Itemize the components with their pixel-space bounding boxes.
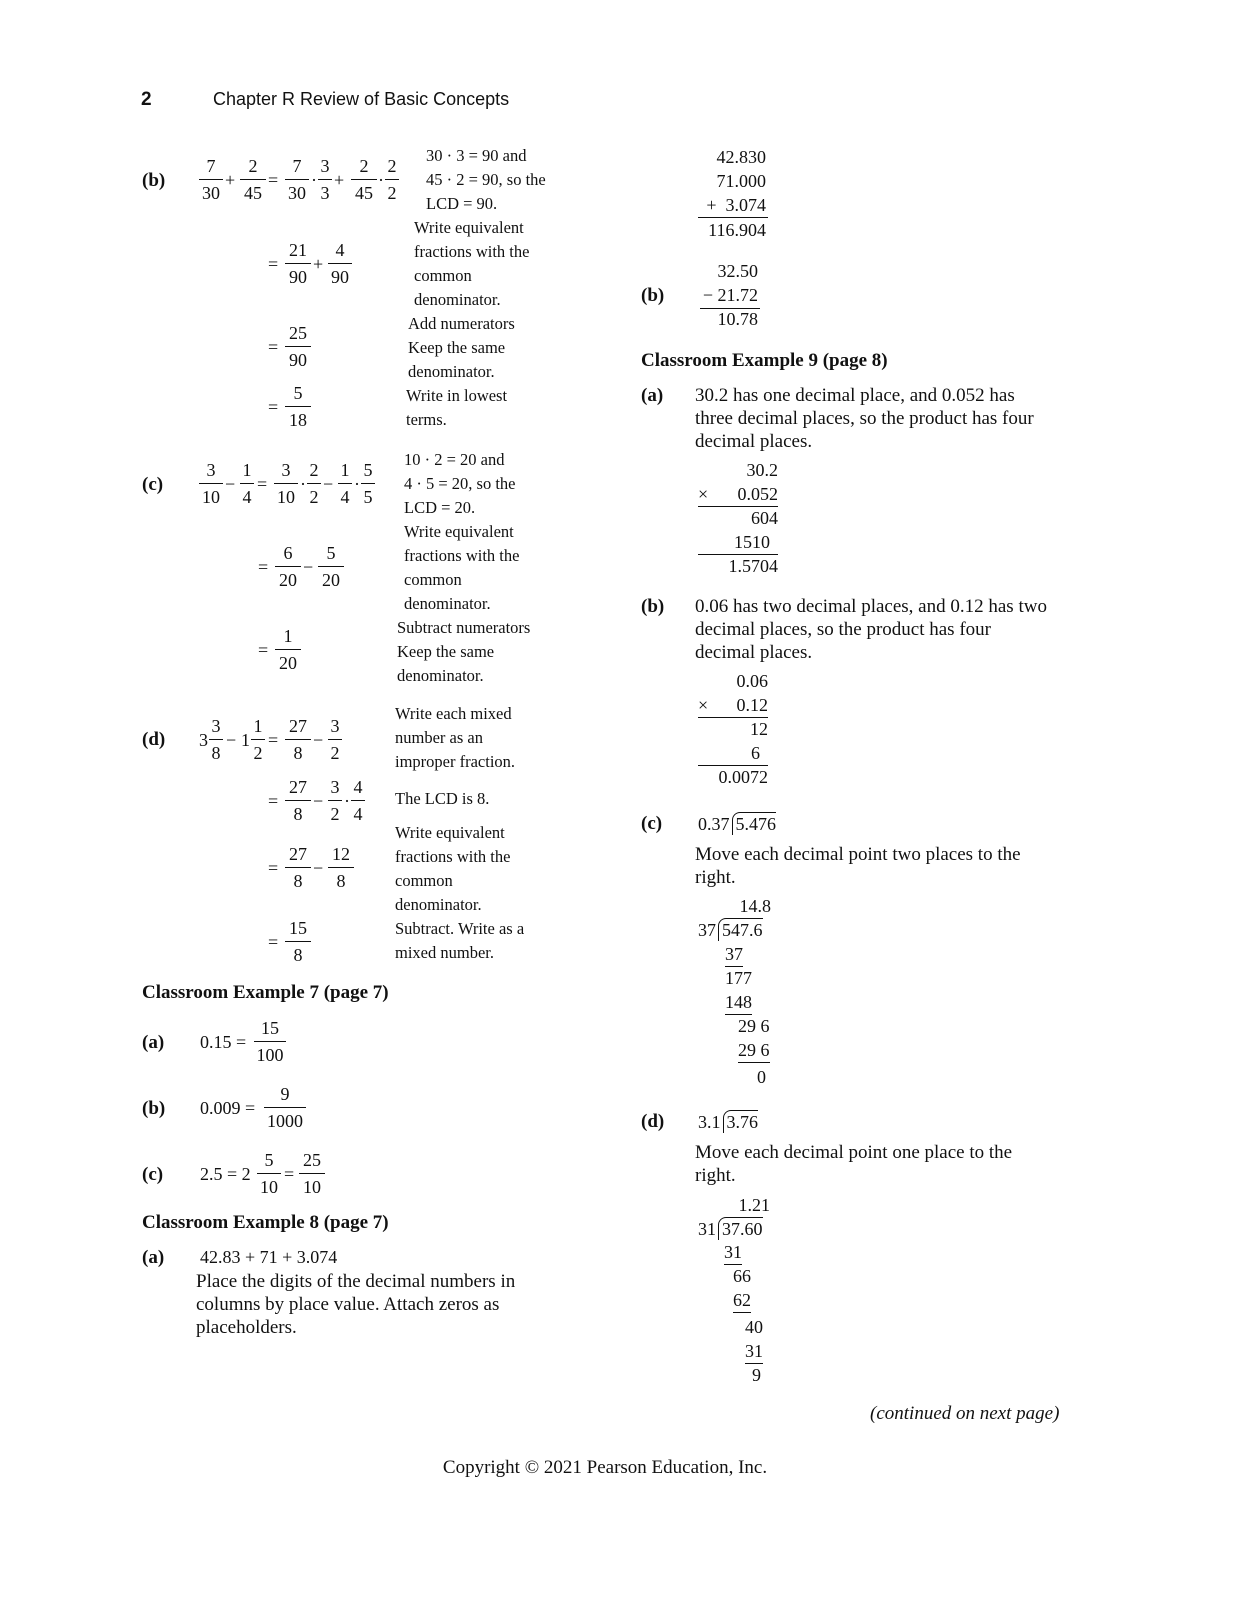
note: fractions with the	[395, 847, 511, 866]
diff-result: 10.78	[717, 309, 758, 329]
mult-row: 6	[751, 743, 760, 763]
division-step: 40	[745, 1317, 763, 1337]
division-step: 177	[725, 968, 752, 988]
division-step: 29 6	[738, 1038, 770, 1063]
note: common	[404, 570, 462, 589]
text-line: Move each decimal point one place to the	[695, 1142, 1013, 1163]
note: fractions with the	[414, 242, 530, 261]
text-line: 0.06 has two decimal places, and 0.12 has two	[695, 596, 1047, 617]
note: Write each mixed	[395, 704, 512, 723]
note: fractions with the	[404, 546, 520, 565]
text-line: 30.2 has one decimal place, and 0.052 has	[695, 385, 1015, 406]
text-line: right.	[695, 867, 736, 888]
expression: 0.009 =	[200, 1098, 256, 1118]
division-step: 37	[725, 942, 743, 967]
section-heading: Classroom Example 8 (page 7)	[142, 1212, 389, 1233]
mult-row: 0.06	[736, 671, 768, 691]
note: Keep the same	[408, 338, 506, 357]
division-step: 66	[733, 1266, 751, 1286]
note: mixed number.	[395, 943, 494, 962]
long-division: 3.1 3.76	[698, 1112, 758, 1132]
text-line: decimal places.	[695, 431, 813, 452]
sum-row: + 3.074	[706, 195, 766, 215]
page-number: 2	[141, 89, 152, 110]
times-sign: ×	[698, 484, 709, 504]
part-a-label: (a)	[142, 1032, 165, 1053]
division-step: 31	[724, 1240, 742, 1265]
note: 4 · 5 = 20, so the	[404, 474, 516, 493]
note: Write in lowest	[406, 386, 508, 405]
expression: 42.83 + 71 + 3.074	[200, 1247, 338, 1267]
note: denominator.	[404, 594, 491, 613]
note: Subtract. Write as a	[395, 919, 525, 938]
section-heading: Classroom Example 9 (page 8)	[641, 350, 888, 371]
note: LCD = 20.	[404, 498, 476, 517]
whole-number: 3	[199, 730, 208, 750]
mult-result: 0.0072	[718, 767, 768, 787]
part-b-label: (b)	[142, 170, 166, 191]
note: 45 · 2 = 90, so the	[426, 170, 546, 189]
note: common	[414, 266, 472, 285]
mult-row: 1510	[734, 532, 770, 552]
division-step: 9	[752, 1365, 761, 1385]
text-line: Move each decimal point two places to the	[695, 844, 1021, 865]
mult-result: 1.5704	[728, 556, 778, 576]
note: Write equivalent	[404, 522, 514, 541]
division-step: 31	[745, 1339, 763, 1364]
section-heading: Classroom Example 7 (page 7)	[142, 982, 389, 1003]
note: denominator.	[414, 290, 501, 309]
note: improper fraction.	[395, 752, 516, 771]
note: 10 · 2 = 20 and	[404, 450, 505, 469]
part-d-label: (d)	[641, 1111, 665, 1132]
mult-row: 604	[751, 508, 778, 528]
text-line: Place the digits of the decimal numbers in	[196, 1271, 516, 1292]
text-line: columns by place value. Attach zeros as	[196, 1294, 500, 1315]
part-b-label: (b)	[142, 1098, 166, 1119]
text-line: decimal places.	[695, 642, 813, 663]
diff-row: − 21.72	[702, 285, 758, 305]
text-line: right.	[695, 1165, 736, 1186]
part-b-label: (b)	[641, 285, 665, 306]
note: denominator.	[395, 895, 482, 914]
running-title: Chapter R Review of Basic Concepts	[213, 89, 510, 109]
mult-row: 12	[750, 719, 768, 739]
note: terms.	[406, 410, 447, 429]
part-c-label: (c)	[142, 1164, 164, 1185]
division-step: 0	[757, 1067, 766, 1087]
long-division: 31 37.60	[698, 1219, 763, 1239]
quotient: 1.21	[738, 1195, 770, 1215]
note: Write equivalent	[395, 823, 505, 842]
note: The LCD is 8.	[395, 789, 490, 808]
note: 30 · 3 = 90 and	[426, 146, 527, 165]
long-division: 0.37 5.476	[698, 814, 776, 834]
mult-row: 30.2	[746, 460, 778, 480]
part-c-label: (c)	[142, 474, 164, 495]
diff-row: 32.50	[717, 261, 758, 281]
division-step: 62	[733, 1288, 751, 1313]
sum-row: 42.830	[716, 147, 766, 167]
mult-row: 0.12	[736, 695, 768, 715]
part-d-label: (d)	[142, 729, 166, 750]
text-line: three decimal places, so the product has four	[695, 408, 1034, 429]
copyright: Copyright © 2021 Pearson Education, Inc.	[442, 1457, 768, 1478]
expression: 0.15 =	[200, 1032, 247, 1052]
part-c-label: (c)	[641, 813, 663, 834]
whole-number: 1	[241, 730, 250, 750]
note: common	[395, 871, 453, 890]
note: number as an	[395, 728, 483, 747]
sum-result: 116.904	[708, 220, 766, 240]
note: LCD = 90.	[426, 194, 498, 213]
note: Keep the same	[397, 642, 495, 661]
division-step: 148	[725, 990, 752, 1015]
part-b-label: (b)	[641, 596, 665, 617]
part-a-label: (a)	[641, 385, 664, 406]
expression: 2.5 = 2	[200, 1164, 251, 1184]
long-division: 37 547.6	[698, 920, 763, 940]
note: denominator.	[408, 362, 495, 381]
note: Write equivalent	[414, 218, 524, 237]
note: Add numerators	[408, 314, 515, 333]
times-sign: ×	[698, 695, 709, 715]
division-step: 29 6	[738, 1016, 770, 1036]
quotient: 14.8	[739, 896, 771, 916]
text-line: placeholders.	[196, 1317, 297, 1338]
page: 2 Chapter R Review of Basic Concepts (b) 7 30 + 2 45 = 7 30 · 3 3 + 2 45 · 2 2 = 21 90 + 4 90 = 25 90 = 5 18 30 · 3 = 90 and 45 · 2 = 90, so the LCD = 90. Write equivalent fractions with the common denominator. Add numerators Keep the same denominator. Write in lowest terms. (c) 3 10 − 1 4 = 3 10 · 2 2 − 1 4 · 5 5 = 6 20 − 5 20 = 1 20 10 · 2 = 20 and 4 · 5 = 20, so the LCD = 20. Write equivalent fractions with the common denominator. Subtract numerators Keep the same denominator. (d) 3 3 8 − 1 1 2 = 27 8 − 3 2 = 27 8 − 3 2 · 4 4 = 27 8 − 12 8 = 15 8 Write each mixed number as an improper fraction. The LCD is 8. Write equivalent fractions with the common denominator. Subtract. Write as a mixed number. Classroom Example 7 (page 7) (a) 0.15 = 15 100 (b) 0.009 = 9 1000 (c) 2.5 = 2 5 10 = 25 10 Classroom Example 8 (page 7) (a) 42.83 + 71 + 3.074 Place the digits of the decimal numbers in columns by place value. Attach zeros as placeholders. 42.830 71.000 + 3.074 116.904 (b) 32.50 − 21.72 10.78 Classroom Example 9 (page 8) (a) 30.2 has one decimal place, and 0.052 has three decimal places, so the product has four decimal places. 30.2 × 0.052 604 1510 1.5704 (b) 0.06 has two decimal places, and 0.12 has two decimal places, so the product has four decimal places. 0.06 × 0.12 12 6 0.0072 (c) 0.37 5.476 Move each decimal point two places to the right. 14.8 37 547.6 37 177 148 29 6 29 6 0 (d) 3.1 3.76 Move each decimal point one place to the right. 1.21 31 37.60 31 66 62 40 31 9 (continued on next page) Copyright © 2021 Pearson Education, Inc.	[0, 0, 1236, 1600]
note: Subtract numerators	[397, 618, 531, 637]
continued-note: (continued on next page)	[870, 1403, 1060, 1424]
note: denominator.	[397, 666, 484, 685]
sum-row: 71.000	[716, 171, 766, 191]
text-line: decimal places, so the product has four	[695, 619, 991, 640]
mult-row: 0.052	[737, 484, 778, 504]
part-a-label: (a)	[142, 1247, 165, 1268]
